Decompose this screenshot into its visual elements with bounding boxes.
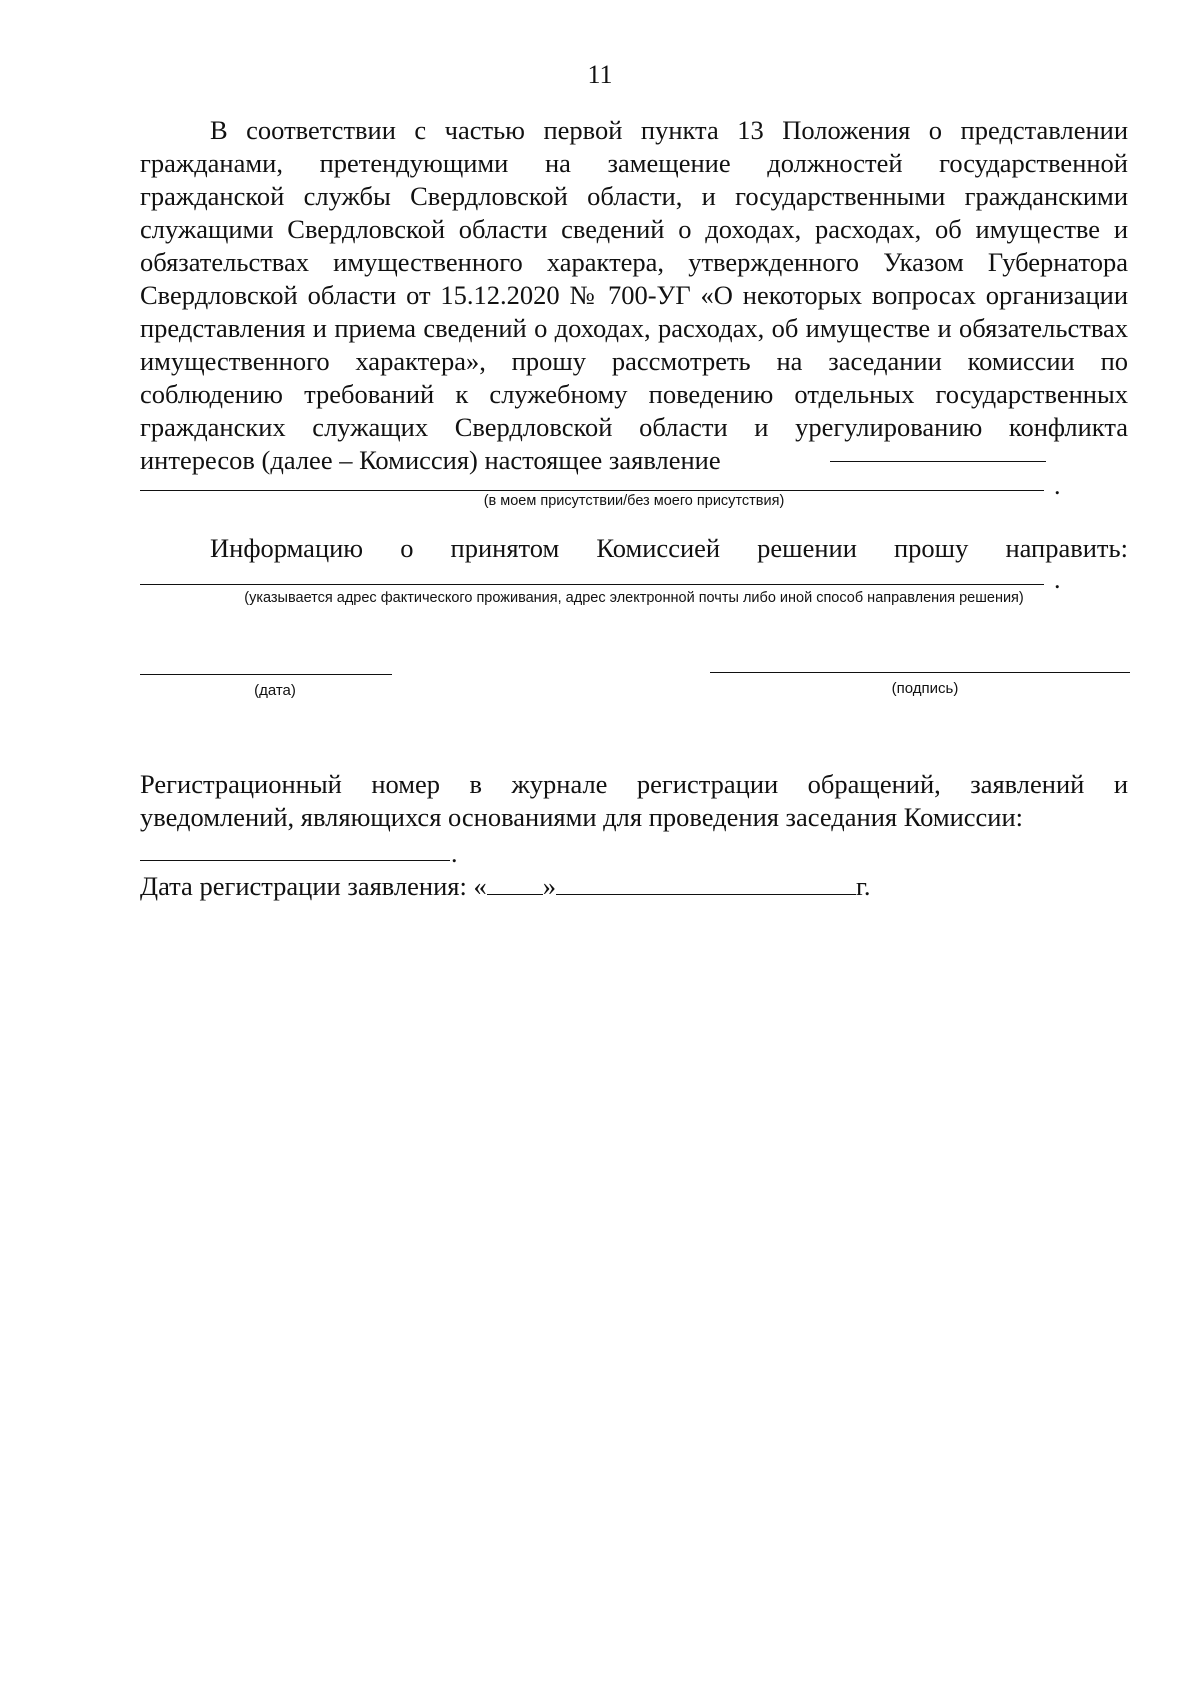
registration-year-suffix: г. — [855, 871, 871, 901]
decision-word: решении — [757, 533, 857, 563]
decision-word: прошу — [894, 533, 969, 563]
statement-paragraph: В соответствии с частью первой пункта 13 Положения о представлении гражданами, претендующими на замещение должностей государственной гражданской службы Свердловской области, и государственными гражданскими служащими Свердловской области сведений о доходах, расходах, об имуществе и обязательствах имущественного характера, утвержденного Указом Губернатора Свердловской области от 15.12.2020 № 700-УГ «О некоторых вопросах организации представления и приема сведений о доходах, расходах, об имуществе и обязательствах имущественного характера», прошу рассмотреть на заседании комиссии по соблюдению требований к служебному поведению отдельных государственных гражданских служащих Свердловской области и урегулированию конфликта интересов (далее – Комиссия) настоящее заявление — [140, 115, 1128, 475]
date-caption: (дата) — [254, 682, 296, 699]
decision-delivery-line — [140, 532, 1128, 565]
decision-word: принятом — [450, 533, 560, 563]
registration-month-year-fill[interactable] — [556, 872, 856, 895]
registration-date-line — [140, 870, 870, 903]
registration-day-fill[interactable] — [487, 872, 543, 895]
delivery-hint: (указывается адрес фактического проживания, адрес электронной почты либо иной способ направления решения) — [244, 590, 1024, 606]
signature-fill-line[interactable] — [710, 672, 1130, 673]
registration-date-quote-close: » — [542, 871, 556, 901]
date-fill-line[interactable] — [140, 674, 392, 675]
decision-word: о — [400, 533, 414, 563]
presence-hint: (в моем присутствии/без моего присутствия) — [483, 493, 785, 509]
signature-caption: (подпись) — [891, 680, 959, 697]
statement-fill-line[interactable] — [830, 461, 1046, 462]
registration-number-paragraph: Регистрационный номер в журнале регистрации обращений, заявлений и уведомлений, являющихся основаниями для проведения заседания Комиссии: — [140, 769, 1128, 832]
presence-fill-line[interactable] — [140, 490, 1044, 491]
registration-date-label: Дата регистрации заявления: « — [140, 871, 487, 901]
registration-number-fill-line[interactable] — [140, 860, 450, 861]
page-number: 11 — [587, 60, 613, 89]
presence-line-period: . — [1054, 471, 1061, 500]
decision-word: Информацию — [210, 533, 364, 563]
decision-word: Комиссией — [596, 533, 721, 563]
registration-line-period: . — [451, 839, 458, 868]
decision-word: направить: — [1005, 533, 1128, 563]
delivery-fill-line[interactable] — [140, 584, 1044, 585]
delivery-line-period: . — [1054, 565, 1061, 594]
